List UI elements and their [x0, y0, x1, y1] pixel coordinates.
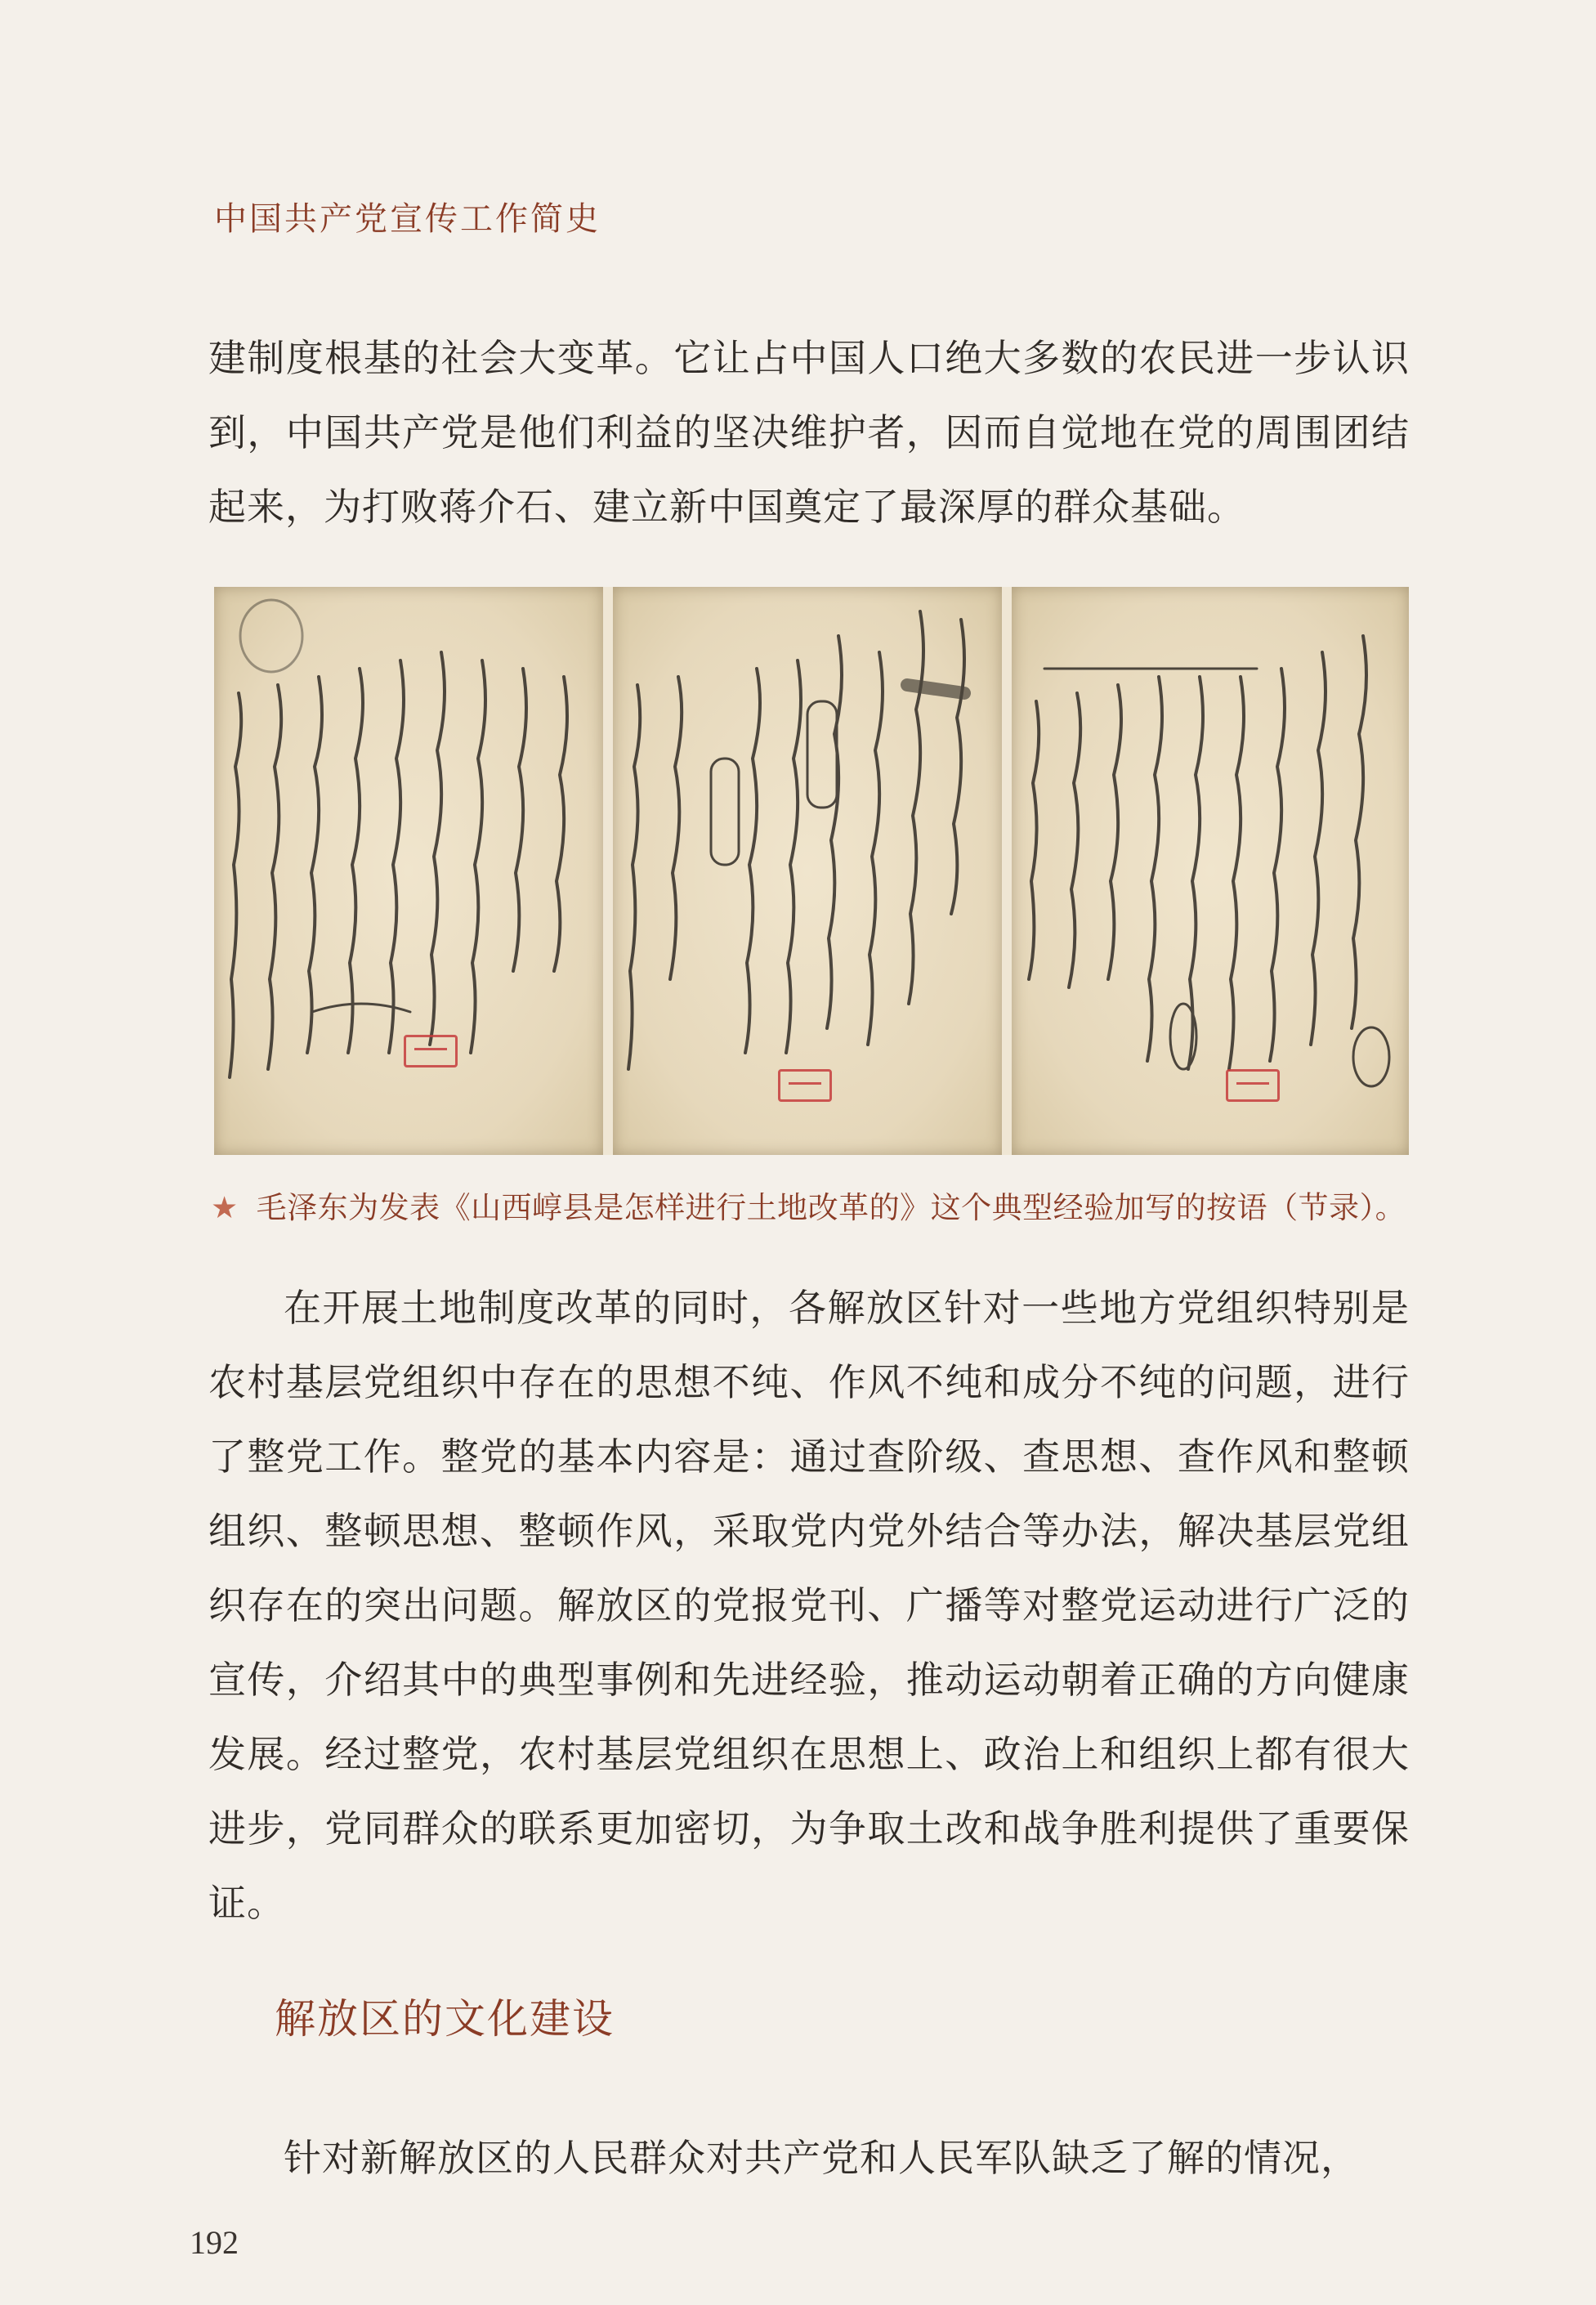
manuscript-page-left: [214, 587, 603, 1155]
body-paragraph-1: 建制度根基的社会大变革。它让占中国人口绝大多数的农民进一步认识到，中国共产党是他们利益的坚决维护者，因而自觉地在党的周围团结起来，为打败蒋介石、建立新中国奠定了最深厚的群众基础。: [208, 336, 1410, 529]
manuscript-page-right: [1012, 587, 1409, 1155]
seal-stamp-left: [404, 1035, 458, 1067]
page-number: 192: [190, 2224, 239, 2261]
handwriting-strokes-left: [214, 587, 603, 1155]
figure-caption-text: 毛泽东为发表《山西崞县是怎样进行土地改革的》这个典型经验加写的按语（节录）。: [256, 1190, 1406, 1225]
handwriting-strokes-right: [1012, 587, 1409, 1155]
body-paragraph-3: 针对新解放区的人民群众对共产党和人民军队缺乏了解的情况，: [284, 2136, 1359, 2180]
body-paragraph-2: 在开展土地制度改革的同时，各解放区针对一些地方党组织特别是农村基层党组织中存在的思想不纯、作风不纯和成分不纯的问题，进行了整党工作。整党的基本内容是：通过查阶级、查思想、查作风和整顿组织、整顿思想、整顿作风，采取党内党外结合等办法，解决基层党组织存在的突出问题。解放区的党报党刊、广播等对整党运动进行广泛的宣传，介绍其中的典型事例和先进经验，推动运动朝着正确的方向健康发展。经过整党，农村基层党组织在思想上、政治上和组织上都有很大进步，党同群众的联系更加密切，为争取土改和战争胜利提供了重要保证。: [208, 1286, 1410, 1925]
star-icon: ★: [211, 1190, 239, 1225]
running-header: 中国共产党宣传工作简史: [214, 200, 601, 238]
manuscript-photo: [214, 587, 1409, 1155]
manuscript-page-middle: [613, 587, 1002, 1155]
seal-stamp-right: [1226, 1069, 1280, 1102]
figure-caption: [211, 1183, 1406, 1227]
seal-stamp-middle: [778, 1069, 832, 1102]
section-heading: 解放区的文化建设: [275, 1995, 615, 2043]
